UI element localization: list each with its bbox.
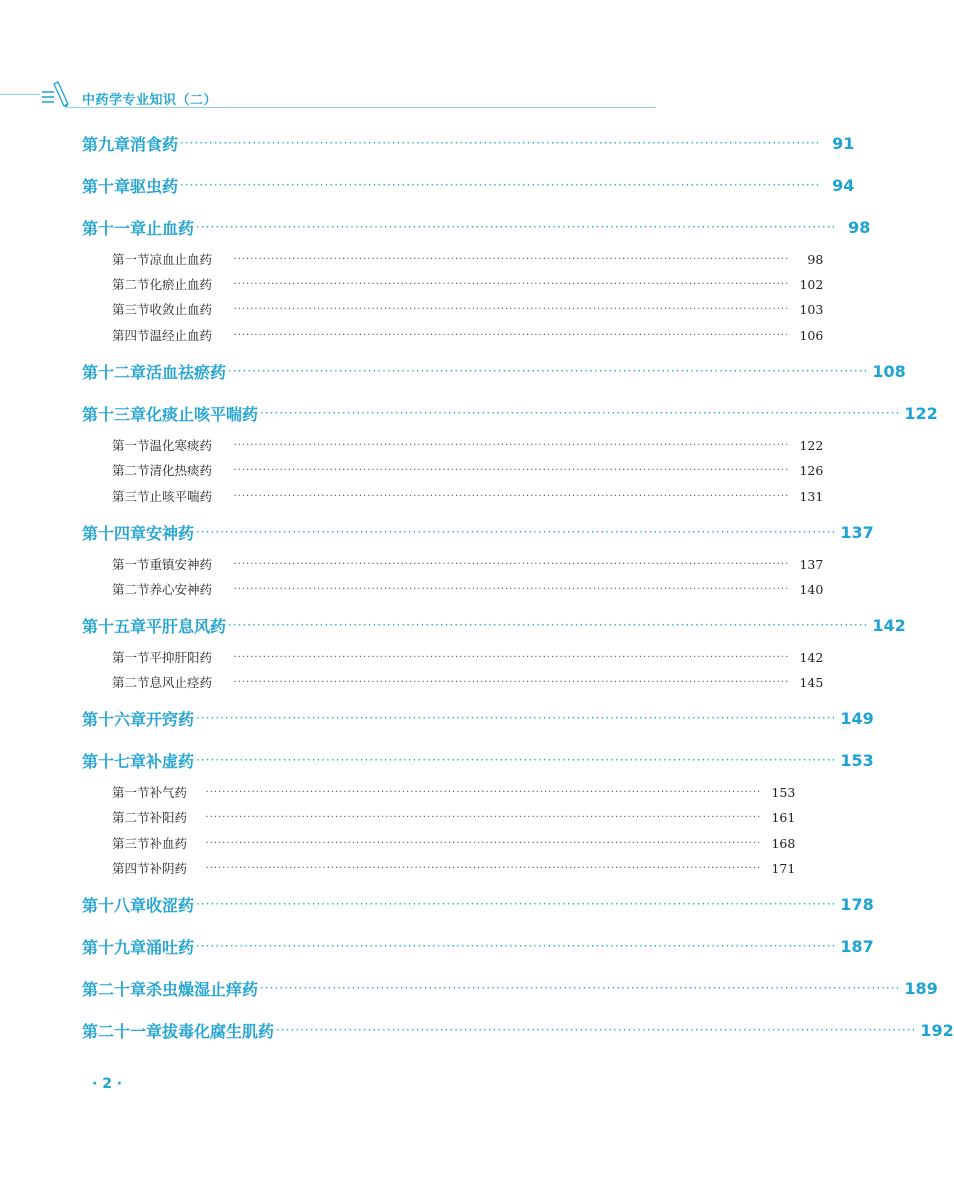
- chapter-title: 平肝息风药: [146, 616, 227, 636]
- section-page-number: 126: [799, 462, 824, 478]
- section-page-number: 140: [799, 581, 824, 597]
- leader-dots: ·····································································································································: [233, 583, 790, 595]
- leader-dots: ·····································································································································: [196, 711, 837, 725]
- toc-section-row: [112, 834, 796, 852]
- chapter-number: 第十三章: [82, 404, 147, 424]
- section-number: 第三节: [112, 489, 150, 504]
- toc-chapter-row: [82, 935, 874, 957]
- leader-dots: ·····································································································································: [233, 558, 790, 570]
- chapter-number: 第二十一章: [82, 1021, 163, 1041]
- chapter-page-number: 94: [832, 175, 855, 195]
- toc-chapter-row: [82, 360, 906, 382]
- chapter-page-number: 187: [840, 936, 874, 956]
- toc-section-row: [112, 648, 824, 666]
- section-title: 补阴药: [149, 861, 188, 876]
- section-title: 养心安神药: [149, 582, 213, 597]
- toc-section-row: [112, 487, 824, 505]
- section-page-number: 142: [799, 649, 824, 665]
- leader-dots: ·····································································································································: [233, 278, 790, 290]
- section-title: 息风止痉药: [149, 675, 213, 690]
- section-page-number: 171: [771, 860, 796, 876]
- chapter-page-number: 137: [840, 522, 874, 542]
- chapter-page-number: 178: [840, 894, 874, 914]
- toc-section-row: [112, 436, 824, 454]
- toc-section-row: [112, 275, 824, 293]
- section-number: 第三节: [112, 836, 150, 851]
- toc-section-row: [112, 783, 796, 801]
- chapter-title: 活血祛瘀药: [146, 362, 227, 382]
- chapter-title: 收涩药: [146, 895, 195, 915]
- leader-dots: ·····································································································································: [228, 618, 869, 632]
- section-number: 第一节: [112, 557, 150, 572]
- chapter-page-number: 98: [848, 217, 871, 237]
- chapter-number: 第九章: [82, 134, 131, 154]
- chapter-number: 第十七章: [82, 751, 147, 771]
- section-number: 第一节: [112, 650, 150, 665]
- toc-chapter-row: [82, 402, 938, 424]
- section-number: 第二节: [112, 675, 150, 690]
- toc-chapter-row: [82, 216, 871, 238]
- section-title: 止咳平喘药: [149, 489, 213, 504]
- chapter-number: 第十一章: [82, 218, 147, 238]
- leader-dots: ·····································································································································: [196, 220, 837, 234]
- chapter-number: 第十九章: [82, 937, 147, 957]
- leader-dots: ·····································································································································: [205, 786, 762, 798]
- page-number: · 2 ·: [92, 1076, 123, 1092]
- section-number: 第四节: [112, 861, 150, 876]
- toc-chapter-row: [82, 521, 874, 543]
- section-page-number: 153: [771, 784, 796, 800]
- section-page-number: 168: [771, 835, 796, 851]
- toc-section-row: [112, 808, 796, 826]
- toc-chapter-row: [82, 132, 855, 154]
- chapter-page-number: 149: [840, 708, 874, 728]
- section-title: 凉血止血药: [149, 252, 213, 267]
- leader-dots: ·····································································································································: [233, 676, 790, 688]
- section-title: 补阳药: [149, 810, 188, 825]
- chapter-page-number: 108: [872, 361, 906, 381]
- toc-chapter-row: [82, 614, 906, 636]
- toc-chapter-row: [82, 174, 855, 196]
- leader-dots: ·····································································································································: [205, 862, 762, 874]
- section-number: 第二节: [112, 277, 150, 292]
- chapter-page-number: 153: [840, 750, 874, 770]
- toc-section-row: [112, 673, 824, 691]
- chapter-page-number: 192: [920, 1020, 954, 1040]
- section-number: 第二节: [112, 582, 150, 597]
- chapter-page-number: 91: [832, 133, 855, 153]
- section-title: 补血药: [149, 836, 188, 851]
- leader-dots: ·····································································································································: [233, 303, 790, 315]
- chapter-page-number: 142: [872, 615, 906, 635]
- section-title: 温经止血药: [149, 328, 213, 343]
- section-page-number: 98: [807, 251, 824, 267]
- section-number: 第二节: [112, 810, 150, 825]
- section-number: 第二节: [112, 463, 150, 478]
- chapter-title: 开窍药: [146, 709, 195, 729]
- leader-dots: ·····································································································································: [233, 253, 790, 265]
- section-page-number: 137: [799, 556, 824, 572]
- section-page-number: 122: [799, 437, 824, 453]
- toc-section-row: [112, 461, 824, 479]
- chapter-number: 第十四章: [82, 523, 147, 543]
- chapter-title: 拔毒化腐生肌药: [162, 1021, 275, 1041]
- toc-chapter-row: [82, 893, 874, 915]
- leader-dots: ·····································································································································: [205, 837, 762, 849]
- leader-dots: ·····································································································································: [180, 136, 821, 150]
- chapter-title: 补虚药: [146, 751, 195, 771]
- leader-dots: ·····································································································································: [276, 1023, 917, 1037]
- chapter-title: 止血药: [146, 218, 195, 238]
- toc-chapter-row: [82, 1019, 954, 1041]
- chapter-title: 安神药: [146, 523, 195, 543]
- section-title: 温化寒痰药: [149, 438, 213, 453]
- section-page-number: 161: [771, 809, 796, 825]
- toc-section-row: [112, 580, 824, 598]
- chapter-number: 第十章: [82, 176, 131, 196]
- chapter-page-number: 122: [904, 403, 938, 423]
- toc-section-row: [112, 859, 796, 877]
- section-page-number: 131: [799, 488, 824, 504]
- chapter-page-number: 189: [904, 978, 938, 998]
- section-title: 化瘀止血药: [149, 277, 213, 292]
- section-number: 第一节: [112, 785, 150, 800]
- section-page-number: 106: [799, 327, 824, 343]
- section-number: 第一节: [112, 252, 150, 267]
- toc-chapter-row: [82, 749, 874, 771]
- toc-section-row: [112, 326, 824, 344]
- toc-section-row: [112, 250, 824, 268]
- leader-dots: ·····································································································································: [205, 811, 762, 823]
- toc-section-row: [112, 555, 824, 573]
- section-number: 第一节: [112, 438, 150, 453]
- leader-dots: ·····································································································································: [196, 897, 837, 911]
- leader-dots: ·····································································································································: [260, 981, 901, 995]
- section-title: 收敛止血药: [149, 302, 213, 317]
- section-title: 补气药: [149, 785, 188, 800]
- leader-dots: ·····································································································································: [233, 490, 790, 502]
- section-number: 第四节: [112, 328, 150, 343]
- section-page-number: 145: [799, 674, 824, 690]
- leader-dots: ·····································································································································: [233, 464, 790, 476]
- leader-dots: ·····································································································································: [233, 439, 790, 451]
- leader-dots: ·····································································································································: [233, 329, 790, 341]
- toc-chapter-row: [82, 707, 874, 729]
- chapter-title: 化痰止咳平喘药: [146, 404, 259, 424]
- leader-dots: ·····································································································································: [196, 525, 837, 539]
- chapter-title: 涌吐药: [146, 937, 195, 957]
- leader-dots: ·····································································································································: [260, 406, 901, 420]
- chapter-number: 第十八章: [82, 895, 147, 915]
- section-page-number: 103: [799, 301, 824, 317]
- chapter-number: 第十五章: [82, 616, 147, 636]
- leader-dots: ·····································································································································: [228, 364, 869, 378]
- leader-dots: ·····································································································································: [196, 939, 837, 953]
- section-title: 重镇安神药: [149, 557, 213, 572]
- section-number: 第三节: [112, 302, 150, 317]
- leader-dots: ·····································································································································: [233, 651, 790, 663]
- leader-dots: ·····································································································································: [180, 178, 821, 192]
- toc-section-row: [112, 300, 824, 318]
- chapter-title: 杀虫燥湿止痒药: [146, 979, 259, 999]
- section-title: 清化热痰药: [149, 463, 213, 478]
- chapter-title: 消食药: [130, 134, 179, 154]
- section-title: 平抑肝阳药: [149, 650, 213, 665]
- chapter-number: 第十二章: [82, 362, 147, 382]
- chapter-title: 驱虫药: [130, 176, 179, 196]
- leader-dots: ·····································································································································: [196, 753, 837, 767]
- header-title: 中药学专业知识（二）: [82, 93, 218, 108]
- toc-chapter-row: [82, 977, 938, 999]
- chapter-number: 第二十章: [82, 979, 147, 999]
- section-page-number: 102: [799, 276, 824, 292]
- chapter-number: 第十六章: [82, 709, 147, 729]
